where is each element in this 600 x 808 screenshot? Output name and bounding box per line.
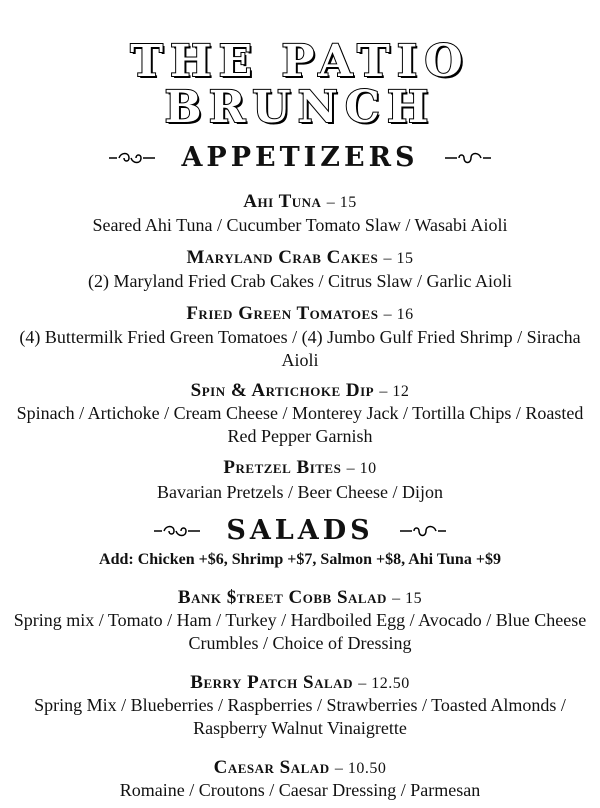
menu-item-description: Seared Ahi Tuna / Cucumber Tomato Slaw / Wasabi Aioli <box>92 215 508 235</box>
menu-item-name: Spin & Artichoke Dip – 12 <box>190 380 410 401</box>
appetizers-header <box>0 142 600 173</box>
menu-item-description: (2) Maryland Fried Crab Cakes / Citrus Slaw / Garlic Aioli <box>88 271 512 291</box>
menu-item-description: Spring mix / Tomato / Ham / Turkey / Hardboiled Egg / Avocado / Blue Cheese Crumbles / Choice of Dressing <box>13 610 587 653</box>
salad-addons: Add: Chicken +$6, Shrimp +$7, Salmon +$8, Ahi Tuna +$9 <box>99 551 501 568</box>
menu-item-name: Pretzel Bites – 10 <box>223 457 377 478</box>
flourish-right-icon <box>443 150 493 166</box>
menu-item-description: Romaine / Croutons / Caesar Dressing / Parmesan <box>119 780 481 800</box>
flourish-left-icon <box>107 150 157 166</box>
flourish-left-icon <box>152 523 202 539</box>
section-title-salads: SALADS <box>226 515 374 546</box>
menu-item-description: Spring Mix / Blueberries / Raspberries / Strawberries / Toasted Almonds / Raspberry Walnut Vinaigrette <box>34 695 566 738</box>
menu-item-name: Caesar Salad – 10.50 <box>213 757 387 778</box>
flourish-right-icon <box>398 523 448 539</box>
salads-header <box>0 515 600 546</box>
menu-title-line2: BRUNCH <box>164 82 436 133</box>
section-title-appetizers: APPETIZERS <box>181 142 419 173</box>
menu-item-description: (4) Buttermilk Fried Green Tomatoes / (4) Jumbo Gulf Fried Shrimp / Siracha Aioli <box>19 327 581 370</box>
menu-item-description: Spinach / Artichoke / Cream Cheese / Monterey Jack / Tortilla Chips / Roasted Red Pepper Garnish <box>16 403 584 446</box>
menu-item-name: Maryland Crab Cakes – 15 <box>186 247 414 268</box>
menu-item-name: Ahi Tuna – 15 <box>243 191 357 212</box>
menu-title-line1: THE PATIO <box>130 36 470 87</box>
menu-item-name: Bank $treet Cobb Salad – 15 <box>177 587 423 608</box>
menu-item-description: Bavarian Pretzels / Beer Cheese / Dijon <box>157 482 443 502</box>
menu-item-name: Berry Patch Salad – 12.50 <box>190 672 410 693</box>
menu-item-name: Fried Green Tomatoes – 16 <box>186 303 414 324</box>
